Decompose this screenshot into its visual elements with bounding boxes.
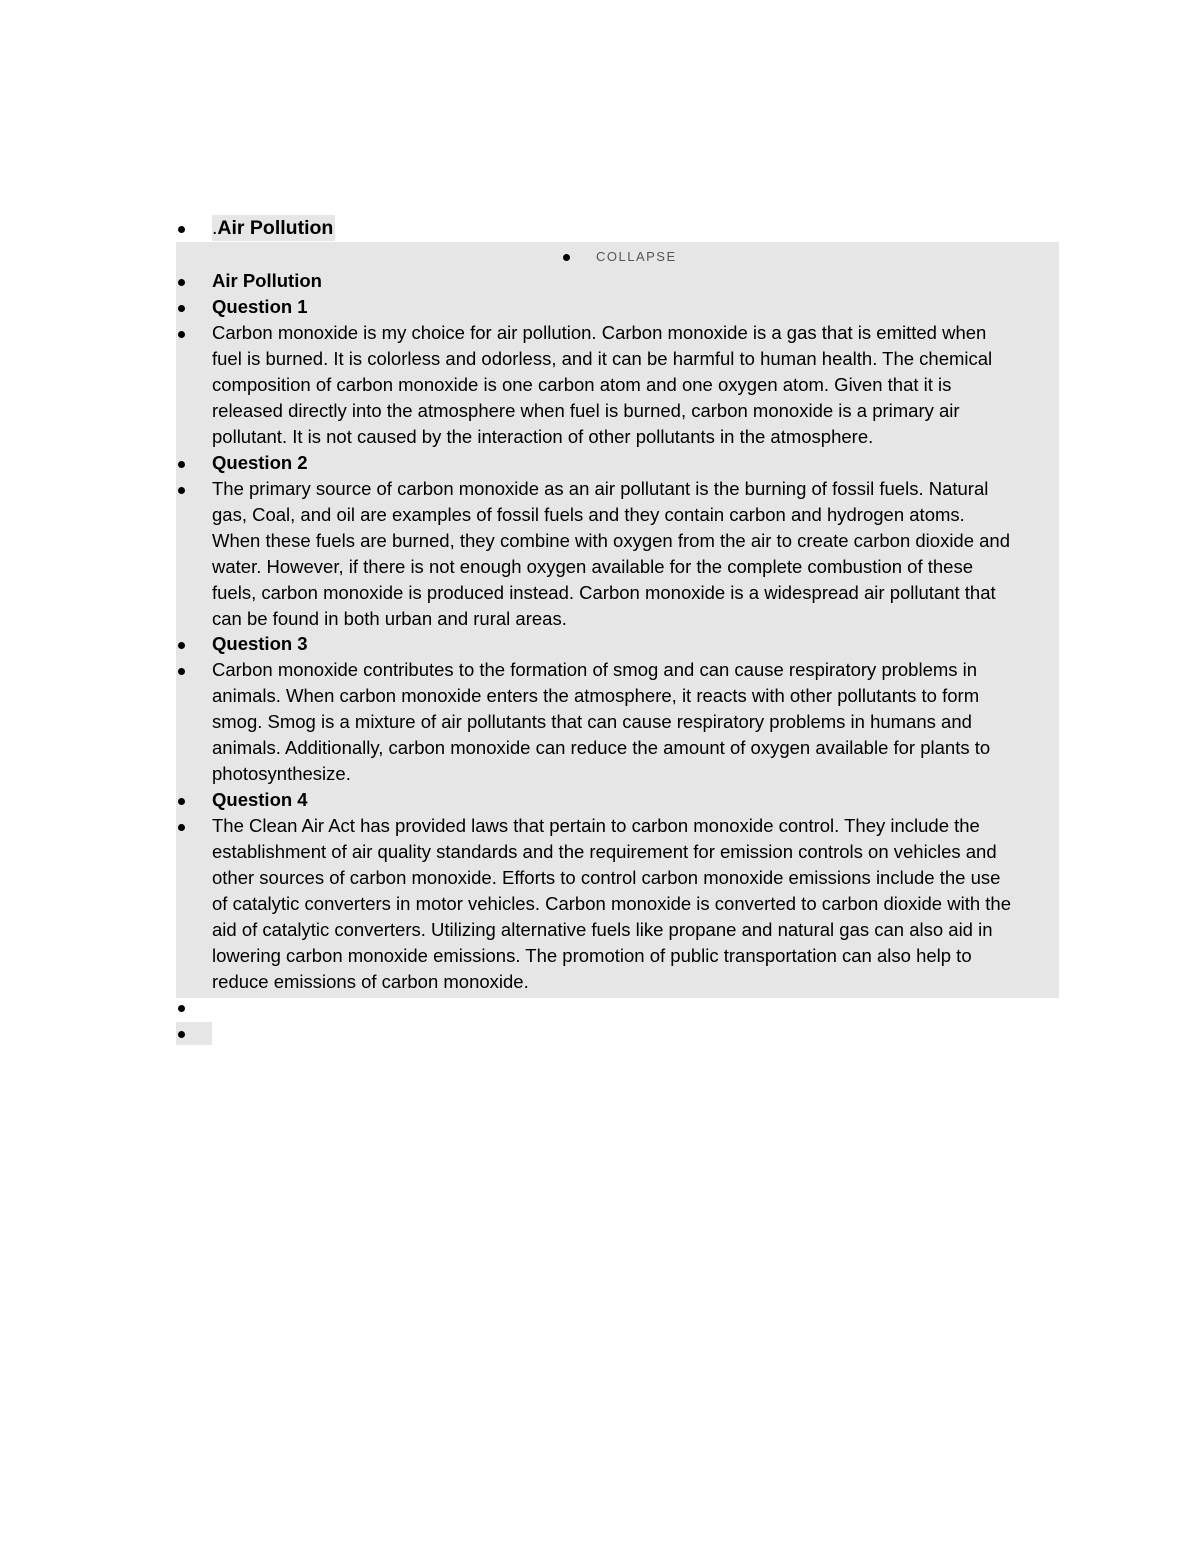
bullet-question-3: [178, 642, 185, 649]
title-text: Air Pollution: [217, 217, 334, 239]
answer-4-line: of catalytic converters in motor vehicles. Carbon monoxide is converted to carbon dioxide with the: [212, 893, 1011, 914]
section-heading: Air Pollution: [212, 270, 322, 291]
page-title: [212, 215, 335, 241]
answer-2-line: water. However, if there is not enough oxygen available for the complete combustion of these: [212, 556, 974, 577]
answer-4-line: lowering carbon monoxide emissions. The promotion of public transportation can also help to: [212, 945, 972, 966]
bullet-empty-1: [178, 1005, 185, 1012]
answer-2-line: fuels, carbon monoxide is produced instead. Carbon monoxide is a widespread air pollutant that: [212, 582, 996, 603]
bullet-question-4: [178, 798, 185, 805]
bullet-title: [178, 226, 185, 233]
answer-4-line: The Clean Air Act has provided laws that pertain to carbon monoxide control. They include the: [212, 815, 980, 836]
answer-1-line: composition of carbon monoxide is one carbon atom and one oxygen atom. Given that it is: [212, 374, 952, 395]
answer-3-line: animals. When carbon monoxide enters the atmosphere, it reacts with other pollutants to form: [212, 685, 980, 706]
title-prefix: .: [212, 217, 218, 239]
answer-2-paragraph: [212, 476, 1062, 632]
bullet-answer-1: [178, 331, 185, 338]
bullet-collapse: [563, 254, 570, 261]
bullet-heading: [178, 279, 185, 286]
answer-3-line: photosynthesize.: [212, 763, 351, 784]
bullet-question-1: [178, 305, 185, 312]
bullet-answer-2: [178, 487, 185, 494]
bullet-question-2: [178, 461, 185, 468]
bullet-answer-4: [178, 824, 185, 831]
answer-4-line: other sources of carbon monoxide. Efforts to control carbon monoxide emissions include the use: [212, 867, 1001, 888]
question-2-label: Question 2: [212, 452, 308, 473]
answer-2-line: The primary source of carbon monoxide as an air pollutant is the burning of fossil fuels. Natural: [212, 478, 989, 499]
bullet-empty-2: [178, 1031, 185, 1038]
answer-4-paragraph: [212, 813, 1062, 995]
question-1-label: Question 1: [212, 296, 308, 317]
answer-4-line: reduce emissions of carbon monoxide.: [212, 971, 529, 992]
answer-1-line: Carbon monoxide is my choice for air pollution. Carbon monoxide is a gas that is emitted when: [212, 322, 987, 343]
answer-3-line: Carbon monoxide contributes to the formation of smog and can cause respiratory problems in: [212, 659, 978, 680]
answer-2-line: gas, Coal, and oil are examples of fossil fuels and they contain carbon and hydrogen atoms.: [212, 504, 965, 525]
answer-3-line: smog. Smog is a mixture of air pollutants that can cause respiratory problems in humans and: [212, 711, 972, 732]
answer-1-line: released directly into the atmosphere when fuel is burned, carbon monoxide is a primary air: [212, 400, 960, 421]
answer-3-line: animals. Additionally, carbon monoxide can reduce the amount of oxygen available for plants to: [212, 737, 991, 758]
collapse-button[interactable]: COLLAPSE: [596, 249, 677, 264]
bullet-answer-3: [178, 668, 185, 675]
answer-1-line: fuel is burned. It is colorless and odorless, and it can be harmful to human health. The chemical: [212, 348, 993, 369]
question-3-label: Question 3: [212, 633, 308, 654]
answer-4-line: establishment of air quality standards and the requirement for emission controls on vehicles and: [212, 841, 997, 862]
answer-3-paragraph: [212, 657, 1062, 787]
answer-1-line: pollutant. It is not caused by the interaction of other pollutants in the atmosphere.: [212, 426, 874, 447]
answer-2-line: can be found in both urban and rural areas.: [212, 608, 567, 629]
answer-2-line: When these fuels are burned, they combine with oxygen from the air to create carbon dioxide and: [212, 530, 1011, 551]
answer-4-line: aid of catalytic converters. Utilizing alternative fuels like propane and natural gas can also aid in: [212, 919, 993, 940]
question-4-label: Question 4: [212, 789, 308, 810]
answer-1-paragraph: [212, 320, 1062, 450]
